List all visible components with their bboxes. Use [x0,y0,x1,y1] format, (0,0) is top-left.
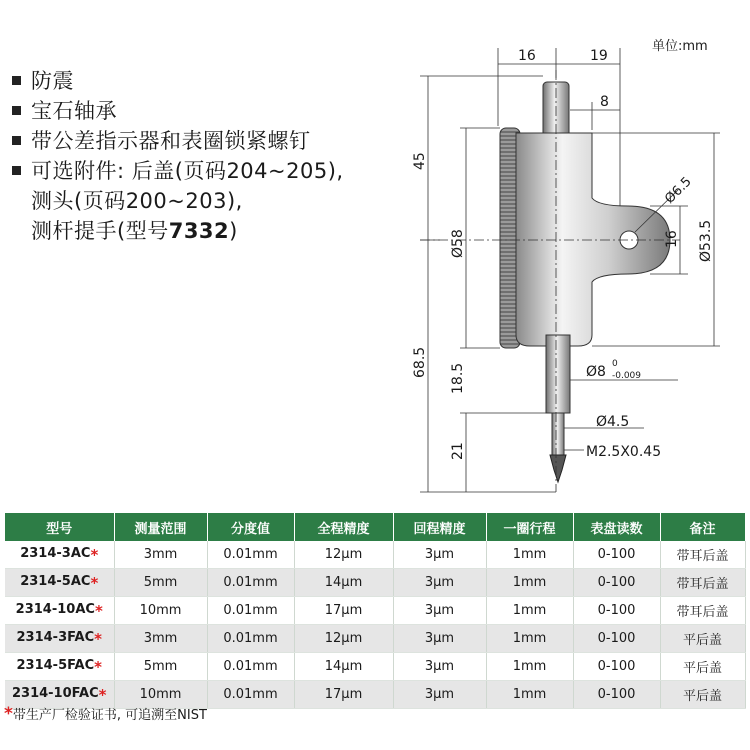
table-row [5,541,745,569]
table-cell: 12μm [294,625,393,653]
col-header: 回程精度 [393,513,486,541]
table-cell: 3μm [393,541,486,569]
model-cell: 2314-3AC* [5,541,114,569]
bottom-stem [546,335,570,413]
table-cell: 3μm [393,569,486,597]
feature-text: 测杆提手(型号 [31,219,169,243]
table-row [5,653,745,681]
model-cell: 2314-5AC* [5,569,114,597]
table-cell: 5mm [114,653,207,681]
table-cell: 带耳后盖 [660,541,745,569]
table-cell: 0.01mm [207,653,294,681]
dim-top-right: 19 [590,48,608,64]
bullet-icon [12,166,21,175]
table-cell: 带耳后盖 [660,597,745,625]
feature-item [8,156,388,186]
star-icon: * [4,704,13,724]
table-cell: 12μm [294,541,393,569]
table-cell: 10mm [114,681,207,709]
feature-item [8,96,388,126]
table-cell: 3μm [393,625,486,653]
feature-text: 带公差指示器和表圈锁紧螺钉 [31,129,311,153]
table-cell: 3mm [114,541,207,569]
table-cell: 1mm [486,681,573,709]
contact-point [550,455,566,482]
feature-list [8,66,388,246]
table-cell: 3μm [393,653,486,681]
star-icon: * [94,657,102,676]
dim-stem-width: 8 [600,94,609,110]
feature-text: 可选附件: 后盖(页码204~205), [31,159,344,183]
footnote [4,704,207,724]
feature-text: 宝石轴承 [31,99,117,123]
spec-table [5,513,746,709]
dimension-drawing [380,30,730,500]
table-row [5,625,745,653]
gauge-body [516,133,670,346]
table-cell: 0.01mm [207,681,294,709]
table-cell: 平后盖 [660,653,745,681]
table-cell: 17μm [294,597,393,625]
feature-item [8,126,388,156]
col-header: 表盘读数 [573,513,660,541]
table-cell: 1mm [486,653,573,681]
footnote-text: 带生产厂检验证书, 可追溯至NIST [12,708,207,723]
close-paren: ) [229,219,238,243]
col-header: 分度值 [207,513,294,541]
table-cell: 5mm [114,569,207,597]
table-cell: 0.01mm [207,541,294,569]
bullet-icon [12,106,21,115]
table-cell: 0-100 [573,653,660,681]
dim-top-left: 16 [518,48,536,64]
model-cell: 2314-5FAC* [5,653,114,681]
dim-h45: 45 [412,152,428,170]
dim-h21: 21 [450,442,466,460]
feature-text: 防震 [31,69,74,93]
dim-h18: 18.5 [450,362,466,394]
table-cell: 10mm [114,597,207,625]
model-number: 7332 [168,219,230,243]
dim-d8: Ø8 [586,364,606,380]
table-cell: 1mm [486,597,573,625]
feature-item-continued [8,216,388,246]
dim-d65: Ø6.5 [662,174,695,207]
table-cell: 3μm [393,681,486,709]
table-cell: 3μm [393,597,486,625]
dim-d535: Ø53.5 [698,219,714,262]
dim-d8-upper: 0 [612,359,618,369]
star-icon: * [94,601,103,620]
dim-d58: Ø58 [450,229,466,258]
table-row [5,569,745,597]
star-icon: * [90,545,99,564]
table-cell: 0.01mm [207,625,294,653]
dim-h68: 68.5 [412,346,428,378]
star-icon: * [98,685,107,704]
star-icon: * [94,629,102,648]
table-cell: 0-100 [573,681,660,709]
model-cell: 2314-10AC* [5,597,114,625]
col-header: 全程精度 [294,513,393,541]
dim-d45: Ø4.5 [596,414,630,430]
table-cell: 14μm [294,569,393,597]
dim-thread: M2.5X0.45 [586,444,662,460]
table-cell: 1mm [486,569,573,597]
table-cell: 0.01mm [207,597,294,625]
bullet-icon [12,136,21,145]
table-cell: 1mm [486,541,573,569]
col-header: 型号 [5,513,114,541]
col-header: 测量范围 [114,513,207,541]
table-cell: 0-100 [573,625,660,653]
feature-item-continued [8,186,388,216]
bullet-icon [12,76,21,85]
table-cell: 3mm [114,625,207,653]
table-cell: 14μm [294,653,393,681]
spindle [552,413,564,455]
unit-label: 单位:mm [652,39,708,54]
dim-d8-lower: -0.009 [612,371,642,381]
table-cell: 平后盖 [660,681,745,709]
dim-w16: 16 [664,230,680,248]
table-cell: 0-100 [573,597,660,625]
col-header: 一圈行程 [486,513,573,541]
star-icon: * [90,573,99,592]
table-cell: 平后盖 [660,625,745,653]
feature-item [8,66,388,96]
feature-text: 测头(页码200~203), [31,189,243,213]
table-cell: 17μm [294,681,393,709]
table-cell: 0-100 [573,541,660,569]
table-cell: 0.01mm [207,569,294,597]
model-cell: 2314-10FAC* [5,681,114,709]
col-header: 备注 [660,513,745,541]
table-cell: 0-100 [573,569,660,597]
model-cell: 2314-3FAC* [5,625,114,653]
table-cell: 带耳后盖 [660,569,745,597]
table-cell: 1mm [486,625,573,653]
table-row [5,597,745,625]
table-header-row [5,513,745,541]
